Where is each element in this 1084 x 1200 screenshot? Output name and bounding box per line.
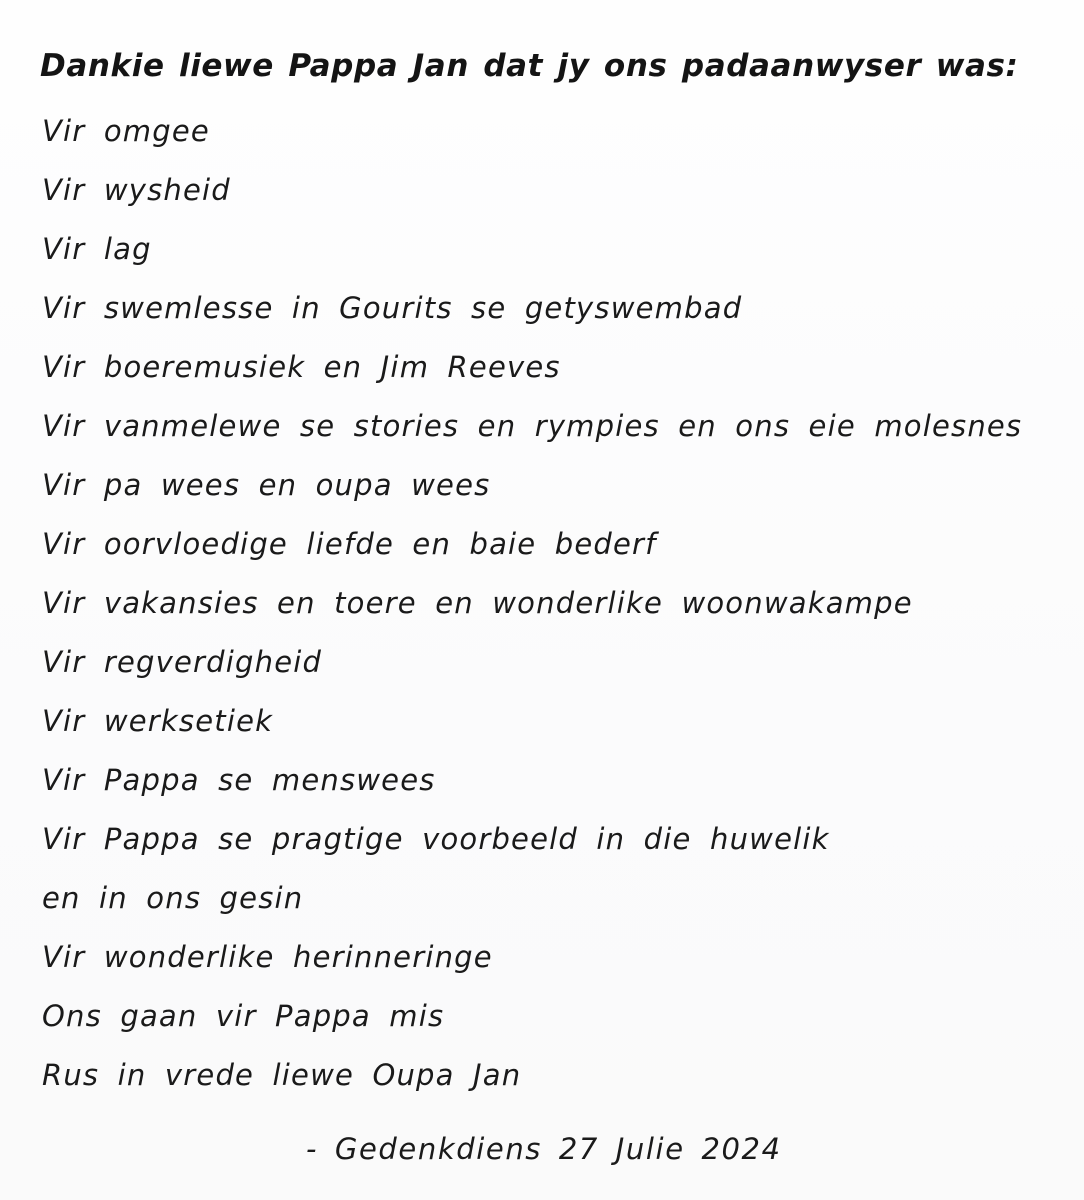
poem-line: Vir werksetiek (42, 704, 274, 738)
poem-line: Vir boeremusiek en Jim Reeves (42, 350, 561, 384)
poem-line: Vir swemlesse in Gourits se getyswembad (42, 291, 743, 325)
poem-line: Vir vanmelewe se stories en rympies en ons eie molesnes (42, 409, 1023, 443)
poem-line: Vir Pappa se menswees (42, 763, 436, 797)
poem-line: Vir wysheid (42, 173, 231, 207)
poem-line: Vir pa wees en oupa wees (42, 468, 491, 502)
poem-heading: Dankie liewe Pappa Jan dat jy ons padaanwyser was: (40, 48, 1019, 84)
poem-line: Vir vakansies en toere en wonderlike woonwakampe (42, 586, 913, 620)
poem-line: Vir lag (42, 232, 152, 266)
poem-line: Vir wonderlike herinneringe (42, 940, 493, 974)
memorial-service-date: - Gedenkdiens 27 Julie 2024 (306, 1132, 782, 1166)
poem-line: Vir regverdigheid (42, 645, 323, 679)
poem-line: Vir Pappa se pragtige voorbeeld in die huwelik (42, 822, 830, 856)
poem-line: en in ons gesin (42, 881, 304, 915)
poem-line: Rus in vrede liewe Oupa Jan (42, 1058, 522, 1092)
poem-line: Vir omgee (42, 114, 210, 148)
poem-line: Vir oorvloedige liefde en baie bederf (42, 527, 657, 561)
poem-line: Ons gaan vir Pappa mis (42, 999, 445, 1033)
